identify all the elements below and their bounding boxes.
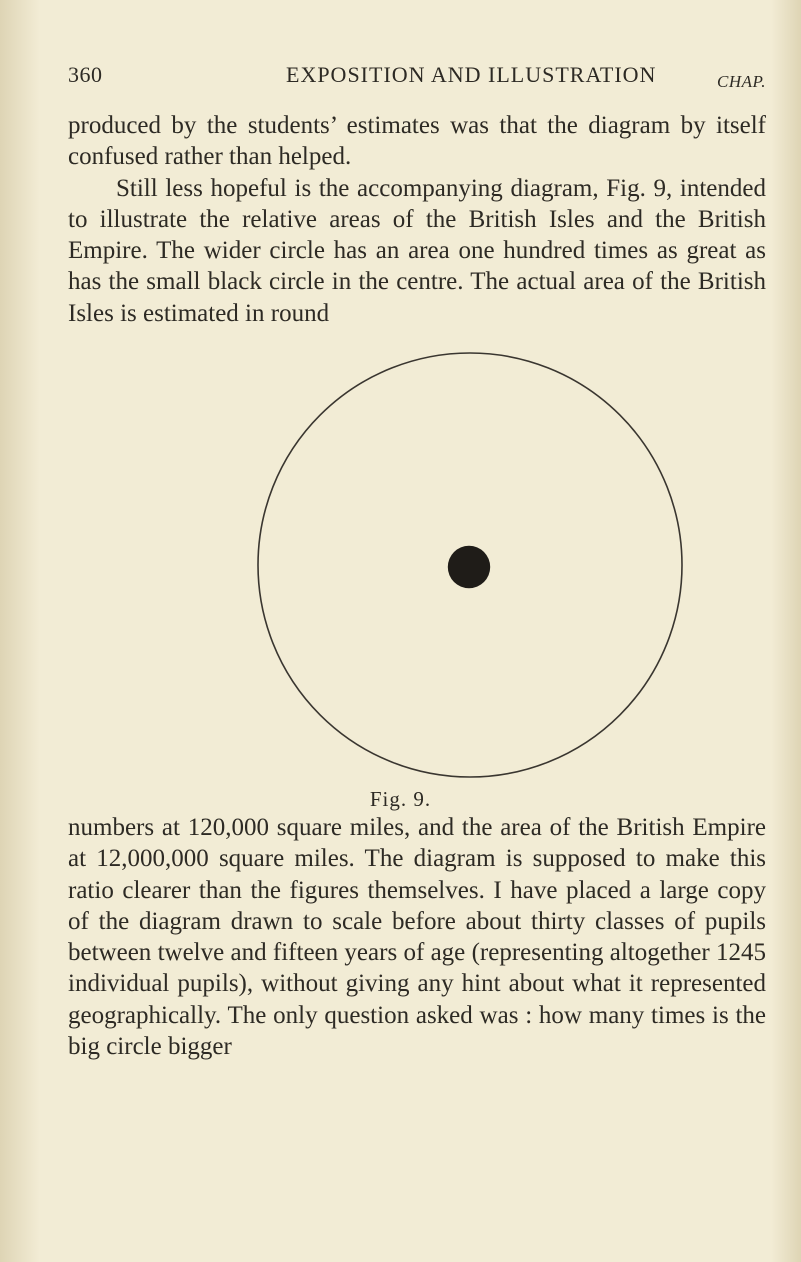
chapter-mark: CHAP. bbox=[717, 72, 766, 91]
page-number: 360 bbox=[68, 62, 103, 87]
figure-9 bbox=[240, 345, 710, 785]
paragraph-continued: produced by the students’ estimates was that the diagram by itself confused rather than helped. bbox=[68, 112, 766, 171]
figure-9-diagram bbox=[240, 345, 710, 785]
figure-caption: Fig. 9. bbox=[369, 787, 432, 811]
small-black-circle bbox=[448, 546, 490, 588]
text-block-top bbox=[68, 110, 766, 329]
paragraph-areas: numbers at 120,000 square miles, and the area of the British Empire at 12,000,000 square miles. The diagram is supposed to make this ratio clearer than the figures themselves. I have placed a large copy of the diagram drawn to scale before about thirty classes of pupils between twelve and fifteen years of age (representing altogether 1245 individual pupils), without giving any hint about what it represented geographically. The only question asked was : how many times is the big circle bigger bbox=[68, 814, 766, 1061]
paragraph-fig9-intro: Still less hopeful is the accompanying diagram, Fig. 9, intended to illustrate the relative areas of the British Isles and the British Empire. The wider circle has an area one hundred times as great as has the small black circle in the centre. The actual area of the British Isles is estimated in round bbox=[68, 174, 766, 327]
text-block-bottom bbox=[68, 812, 766, 1062]
running-head bbox=[68, 62, 766, 94]
running-title: EXPOSITION AND ILLUSTRATION bbox=[286, 62, 657, 87]
